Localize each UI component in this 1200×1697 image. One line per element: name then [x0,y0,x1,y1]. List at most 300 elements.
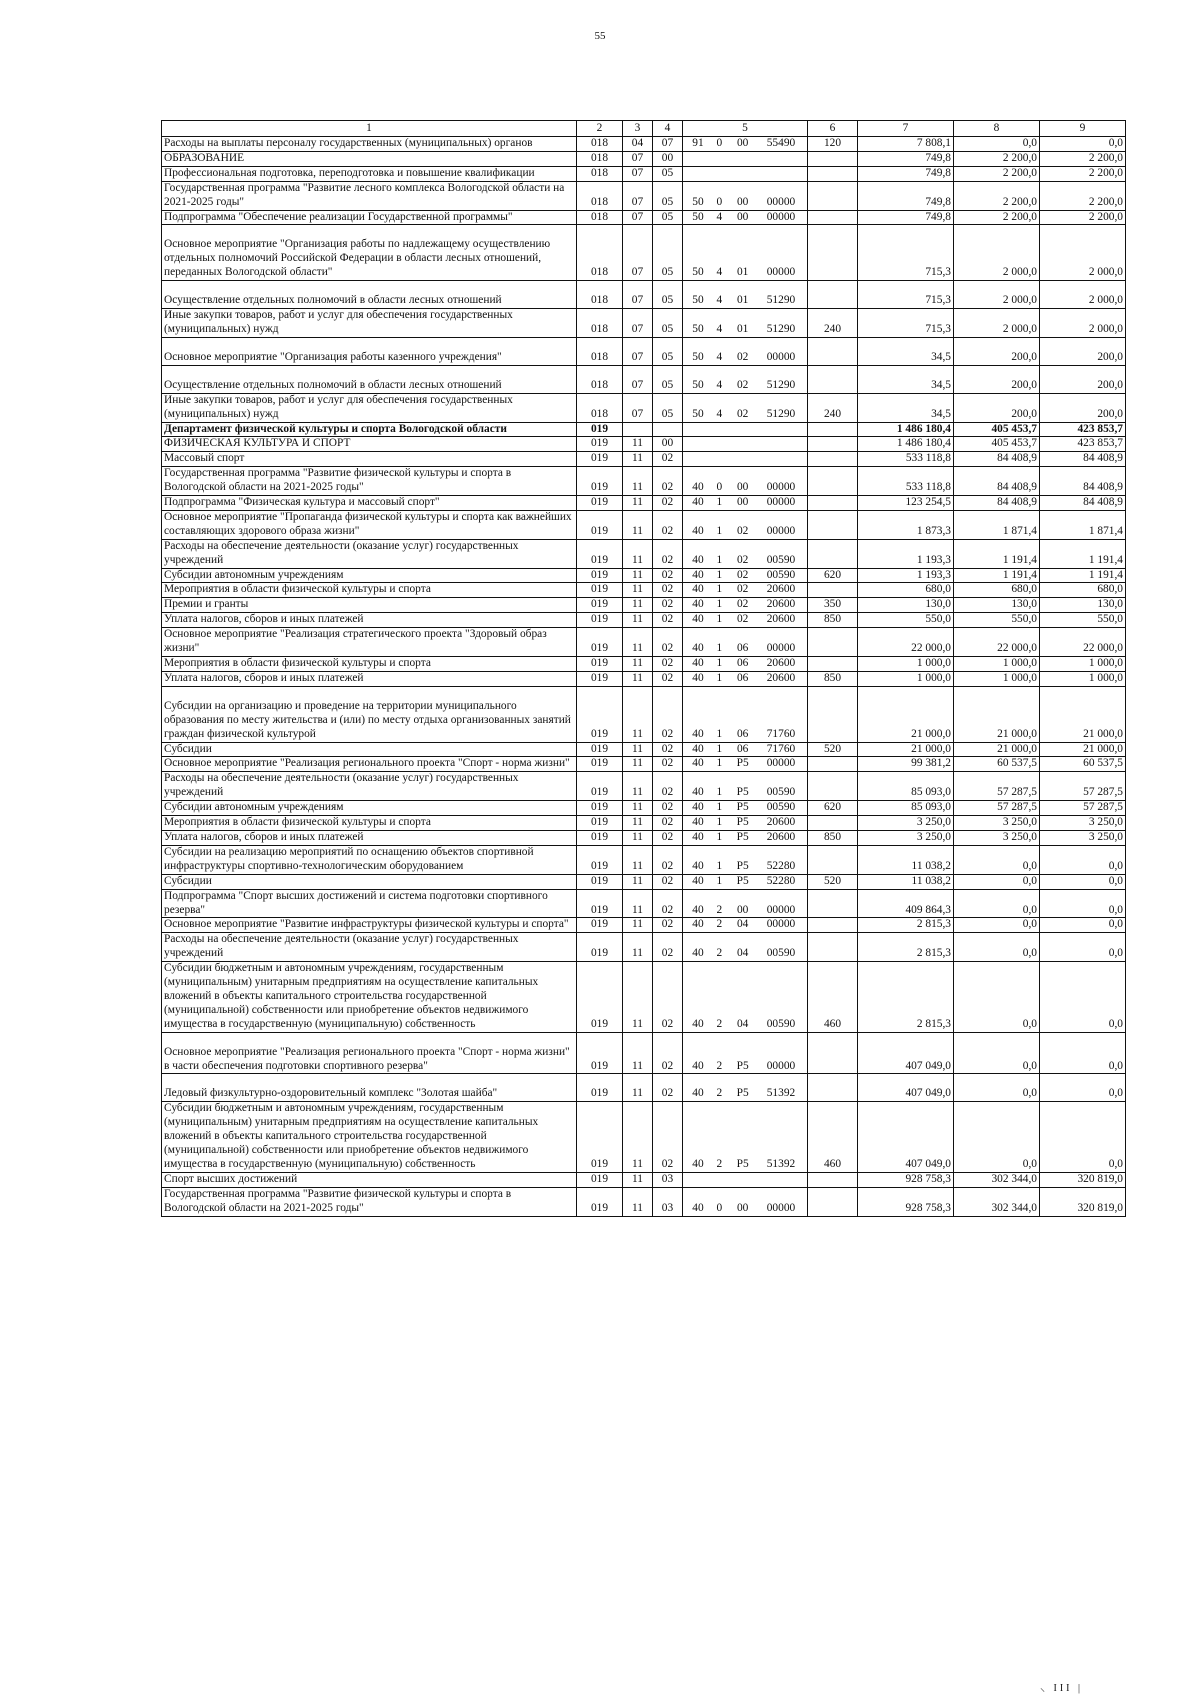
table-row [162,628,1126,657]
row-name: Уплата налогов, сборов и иных платежей [162,613,577,628]
row-value-col7: 22 000,0 [858,628,954,657]
row-section: 11 [623,772,653,801]
table-row [162,437,1126,452]
article-subprogram: 1 [716,583,723,596]
row-expense-type [808,657,858,672]
row-value-col8: 302 344,0 [954,1187,1040,1216]
article-subprogram: 0 [716,481,723,494]
article-subprogram: 2 [716,947,723,960]
row-subsection: 02 [653,496,683,511]
row-target-article [683,137,808,152]
row-subsection: 05 [653,309,683,338]
row-section: 11 [623,845,653,874]
row-value-col8: 3 250,0 [954,816,1040,831]
row-expense-type [808,1187,858,1216]
article-direction: 51290 [766,294,796,307]
row-value-col9: 680,0 [1040,583,1126,598]
row-value-col9: 2 000,0 [1040,281,1126,309]
row-grbs: 019 [577,598,623,613]
row-subsection: 02 [653,1102,683,1173]
row-value-col9: 1 191,4 [1040,568,1126,583]
row-value-col7: 1 193,3 [858,539,954,568]
row-name: Подпрограмма "Обеспечение реализации Государственной программы" [162,210,577,225]
row-grbs: 018 [577,393,623,422]
table-row [162,598,1126,613]
article-direction: 55490 [766,137,796,149]
row-value-col7: 11 038,2 [858,874,954,889]
row-value-col9: 0,0 [1040,874,1126,889]
row-name: Расходы на обеспечение деятельности (оказание услуг) государственных учреждений [162,772,577,801]
row-name: Мероприятия в области физической культуры и спорта [162,816,577,831]
article-program: 40 [692,874,704,887]
row-value-col7: 928 758,3 [858,1172,954,1187]
row-expense-type [808,151,858,166]
article-subprogram: 2 [716,903,723,916]
row-subsection: 02 [653,598,683,613]
row-target-article [683,496,808,511]
col-header-7: 7 [858,121,954,137]
article-program: 40 [692,859,704,872]
row-section: 11 [623,801,653,816]
row-name: Подпрограмма "Физическая культура и массовый спорт" [162,496,577,511]
row-name: Осуществление отдельных полномочий в области лесных отношений [162,365,577,393]
row-expense-type [808,452,858,467]
article-program: 50 [692,294,704,307]
row-value-col8: 0,0 [954,918,1040,933]
article-event: 04 [736,918,749,931]
table-row [162,671,1126,686]
table-row [162,365,1126,393]
row-grbs: 018 [577,151,623,166]
row-section: 11 [623,962,653,1033]
row-grbs: 019 [577,613,623,628]
row-value-col9: 0,0 [1040,933,1126,962]
row-value-col9: 84 408,9 [1040,467,1126,496]
row-expense-type: 240 [808,309,858,338]
article-subprogram: 4 [716,407,723,420]
row-name: Расходы на обеспечение деятельности (оказание услуг) государственных учреждений [162,539,577,568]
article-direction: 00000 [766,903,796,916]
row-expense-type: 850 [808,671,858,686]
article-program: 40 [692,801,704,814]
row-subsection: 02 [653,467,683,496]
row-target-article [683,1102,808,1173]
row-section: 11 [623,583,653,598]
row-value-col8: 0,0 [954,1074,1040,1102]
article-direction: 00590 [766,568,796,581]
table-row [162,281,1126,309]
row-value-col9: 1 000,0 [1040,671,1126,686]
row-expense-type [808,845,858,874]
article-event: 06 [736,742,749,755]
row-section: 07 [623,365,653,393]
article-program: 50 [692,350,704,363]
row-grbs: 019 [577,830,623,845]
row-name: Расходы на выплаты персоналу государственных (муниципальных) органов [162,137,577,152]
row-expense-type: 460 [808,1102,858,1173]
row-name: Департамент физической культуры и спорта Вологодской области [162,422,577,437]
row-value-col9: 2 200,0 [1040,151,1126,166]
article-direction: 52280 [766,874,796,887]
row-subsection: 05 [653,393,683,422]
row-expense-type: 120 [808,137,858,152]
article-direction: 51392 [766,1087,796,1100]
col-header-1: 1 [162,121,577,137]
row-value-col7: 34,5 [858,337,954,365]
row-value-col7: 3 250,0 [858,830,954,845]
row-expense-type: 620 [808,568,858,583]
row-subsection: 00 [653,151,683,166]
article-program: 40 [692,671,704,684]
row-name: Премии и гранты [162,598,577,613]
row-value-col7: 3 250,0 [858,816,954,831]
row-grbs: 019 [577,801,623,816]
row-section: 11 [623,816,653,831]
row-subsection: 02 [653,510,683,539]
article-program: 40 [692,742,704,755]
row-subsection: 02 [653,830,683,845]
row-name: Осуществление отдельных полномочий в области лесных отношений [162,281,577,309]
table-row [162,933,1126,962]
row-section: 11 [623,1032,653,1074]
row-value-col8: 22 000,0 [954,628,1040,657]
row-section: 11 [623,539,653,568]
row-grbs: 019 [577,568,623,583]
row-value-col8: 0,0 [954,962,1040,1033]
article-direction: 20600 [766,816,796,829]
row-name: Основное мероприятие "Реализация регионального проекта "Спорт - норма жизни" [162,757,577,772]
article-program: 50 [692,378,704,391]
row-name: Основное мероприятие "Реализация стратегического проекта "Здоровый образ жизни" [162,628,577,657]
row-value-col7: 1 000,0 [858,671,954,686]
article-program: 40 [692,481,704,494]
table-row [162,422,1126,437]
article-subprogram: 1 [716,553,723,566]
article-direction: 00000 [766,210,796,223]
article-subprogram: 1 [716,657,723,669]
row-expense-type [808,539,858,568]
row-grbs: 019 [577,467,623,496]
row-value-col9: 200,0 [1040,337,1126,365]
row-grbs: 019 [577,889,623,918]
row-target-article [683,151,808,166]
row-name: Субсидии бюджетным и автономным учреждениям, государственным (муниципальным) унитарным предприятиям на осуществление капитальных вложений в объекты капитального строительства государственной (муниципальной) собственности или приобретение объектов недвижимого имущества в государственную (муниципальную) собственность [162,1102,577,1173]
row-value-col8: 130,0 [954,598,1040,613]
article-direction: 71760 [766,727,796,740]
row-section: 07 [623,210,653,225]
row-subsection: 02 [653,933,683,962]
budget-table [161,120,1126,1217]
row-value-col7: 749,8 [858,181,954,210]
row-section: 07 [623,281,653,309]
row-name: Основное мероприятие "Организация работы по надлежащему осуществлению отдельных полномочий Российской Федерации в области лесных отношений, переданных Вологодской области" [162,225,577,281]
row-expense-type [808,757,858,772]
article-event: 01 [736,266,749,279]
row-grbs: 019 [577,1187,623,1216]
col-header-8: 8 [954,121,1040,137]
row-expense-type [808,337,858,365]
row-value-col9: 550,0 [1040,613,1126,628]
table-row [162,309,1126,338]
row-expense-type [808,816,858,831]
row-section: 11 [623,874,653,889]
row-value-col7: 7 808,1 [858,137,954,152]
row-value-col8: 302 344,0 [954,1172,1040,1187]
article-direction: 52280 [766,859,796,872]
row-value-col9: 2 000,0 [1040,225,1126,281]
row-target-article [683,1074,808,1102]
article-event: P5 [736,801,749,814]
article-program: 40 [692,830,704,843]
article-subprogram: 4 [716,378,723,391]
article-subprogram: 1 [716,830,723,843]
row-value-col7: 21 000,0 [858,686,954,742]
row-subsection: 00 [653,437,683,452]
row-name: Уплата налогов, сборов и иных платежей [162,671,577,686]
row-name: Субсидии автономным учреждениям [162,568,577,583]
row-value-col7: 2 815,3 [858,962,954,1033]
row-target-article [683,583,808,598]
table-row [162,1172,1126,1187]
row-value-col8: 0,0 [954,889,1040,918]
row-value-col8: 2 200,0 [954,151,1040,166]
row-expense-type [808,510,858,539]
row-expense-type [808,1172,858,1187]
row-subsection: 02 [653,801,683,816]
row-value-col7: 85 093,0 [858,772,954,801]
table-row [162,337,1126,365]
row-value-col7: 407 049,0 [858,1102,954,1173]
article-direction: 00000 [766,524,796,537]
article-subprogram: 2 [716,918,723,931]
row-target-article [683,889,808,918]
row-expense-type [808,918,858,933]
row-name: Субсидии [162,742,577,757]
article-direction: 71760 [766,742,796,755]
row-value-col8: 3 250,0 [954,830,1040,845]
table-row [162,1032,1126,1074]
row-target-article [683,309,808,338]
article-direction: 00590 [766,786,796,799]
table-row [162,1074,1126,1102]
row-section: 11 [623,598,653,613]
corner-mark: ⸜ III | [1040,1683,1083,1694]
table-row [162,539,1126,568]
row-section: 11 [623,757,653,772]
row-target-article [683,337,808,365]
row-target-article [683,437,808,452]
row-subsection: 02 [653,845,683,874]
article-program: 40 [692,947,704,960]
row-grbs: 019 [577,742,623,757]
article-subprogram: 2 [716,1017,723,1030]
row-target-article [683,225,808,281]
row-grbs: 018 [577,137,623,152]
article-subprogram: 4 [716,350,723,363]
row-value-col9: 320 819,0 [1040,1172,1126,1187]
row-grbs: 019 [577,671,623,686]
row-target-article [683,845,808,874]
row-grbs: 019 [577,845,623,874]
article-direction: 00590 [766,801,796,814]
row-grbs: 019 [577,422,623,437]
row-target-article [683,598,808,613]
article-program: 40 [692,1087,704,1100]
row-name: Основное мероприятие "Пропаганда физической культуры и спорта как важнейших составляющих здорового образа жизни" [162,510,577,539]
article-event: P5 [736,1059,749,1072]
article-direction: 51392 [766,1158,796,1170]
article-subprogram: 1 [716,742,723,755]
row-subsection: 05 [653,166,683,181]
row-grbs: 019 [577,510,623,539]
row-grbs: 019 [577,874,623,889]
row-value-col8: 0,0 [954,874,1040,889]
row-expense-type [808,166,858,181]
row-value-col7: 550,0 [858,613,954,628]
row-value-col8: 550,0 [954,613,1040,628]
row-target-article [683,742,808,757]
table-row [162,151,1126,166]
row-subsection: 02 [653,918,683,933]
row-value-col7: 2 815,3 [858,918,954,933]
row-section: 11 [623,671,653,686]
row-name: Профессиональная подготовка, переподготовка и повышение квалификации [162,166,577,181]
row-subsection: 02 [653,686,683,742]
row-section: 11 [623,437,653,452]
row-section: 11 [623,510,653,539]
row-value-col8: 1 871,4 [954,510,1040,539]
row-value-col8: 21 000,0 [954,686,1040,742]
row-name: ОБРАЗОВАНИЕ [162,151,577,166]
article-subprogram: 4 [716,266,723,279]
row-expense-type [808,365,858,393]
article-direction: 00000 [766,918,796,931]
row-value-col8: 84 408,9 [954,452,1040,467]
row-expense-type [808,686,858,742]
article-program: 40 [692,903,704,916]
row-grbs: 018 [577,181,623,210]
row-target-article [683,801,808,816]
row-name: Субсидии автономным учреждениям [162,801,577,816]
article-program: 50 [692,266,704,279]
table-row [162,496,1126,511]
row-value-col9: 423 853,7 [1040,422,1126,437]
row-target-article [683,830,808,845]
article-program: 50 [692,407,704,420]
article-program: 40 [692,1201,704,1214]
table-row [162,757,1126,772]
row-value-col8: 680,0 [954,583,1040,598]
row-value-col9: 57 287,5 [1040,772,1126,801]
row-value-col9: 2 000,0 [1040,309,1126,338]
row-grbs: 019 [577,437,623,452]
article-event: 00 [736,903,749,916]
article-program: 40 [692,727,704,740]
row-expense-type [808,1074,858,1102]
row-target-article [683,918,808,933]
row-target-article [683,772,808,801]
row-value-col8: 1 191,4 [954,568,1040,583]
article-direction: 00590 [766,947,796,960]
article-direction: 00000 [766,757,796,770]
article-program: 40 [692,613,704,626]
row-expense-type [808,1032,858,1074]
table-row [162,874,1126,889]
row-value-col8: 0,0 [954,845,1040,874]
row-grbs: 019 [577,962,623,1033]
row-value-col8: 405 453,7 [954,437,1040,452]
col-header-6: 6 [808,121,858,137]
article-event: 02 [736,583,749,596]
row-value-col7: 715,3 [858,225,954,281]
article-direction: 00000 [766,195,796,208]
row-value-col9: 21 000,0 [1040,742,1126,757]
article-event: 02 [736,378,749,391]
row-expense-type [808,225,858,281]
row-target-article [683,365,808,393]
row-subsection: 05 [653,210,683,225]
row-name: Иные закупки товаров, работ и услуг для обеспечения государственных (муниципальных) нужд [162,309,577,338]
row-expense-type [808,281,858,309]
table-row [162,686,1126,742]
table-row [162,393,1126,422]
row-section: 11 [623,1172,653,1187]
row-expense-type: 520 [808,742,858,757]
row-value-col9: 57 287,5 [1040,801,1126,816]
article-subprogram: 4 [716,322,723,335]
row-value-col7: 34,5 [858,393,954,422]
row-name: Субсидии на реализацию мероприятий по оснащению объектов спортивной инфраструктуры спортивно-технологическим оборудованием [162,845,577,874]
row-target-article [683,613,808,628]
row-value-col7: 130,0 [858,598,954,613]
row-section: 11 [623,628,653,657]
row-value-col8: 200,0 [954,337,1040,365]
row-value-col9: 22 000,0 [1040,628,1126,657]
row-expense-type [808,933,858,962]
row-target-article [683,452,808,467]
table-row [162,816,1126,831]
row-section: 11 [623,1187,653,1216]
row-subsection [653,422,683,437]
row-target-article [683,568,808,583]
row-grbs: 019 [577,772,623,801]
row-expense-type [808,628,858,657]
row-value-col7: 715,3 [858,309,954,338]
row-value-col8: 1 191,4 [954,539,1040,568]
row-grbs: 018 [577,281,623,309]
article-subprogram: 1 [716,801,723,814]
article-event: 00 [736,210,749,223]
row-value-col9: 21 000,0 [1040,686,1126,742]
row-section: 11 [623,1102,653,1173]
article-event: 06 [736,727,749,740]
row-value-col8: 2 200,0 [954,166,1040,181]
row-value-col9: 130,0 [1040,598,1126,613]
row-value-col7: 533 118,8 [858,467,954,496]
article-direction: 51290 [766,407,796,420]
table-row [162,137,1126,152]
row-target-article [683,874,808,889]
row-expense-type: 520 [808,874,858,889]
row-value-col8: 2 000,0 [954,309,1040,338]
row-value-col9: 0,0 [1040,1032,1126,1074]
article-program: 40 [692,1158,704,1170]
col-header-2: 2 [577,121,623,137]
article-program: 40 [692,524,704,537]
row-grbs: 019 [577,918,623,933]
row-section: 11 [623,889,653,918]
row-name: Основное мероприятие "Организация работы казенного учреждения" [162,337,577,365]
